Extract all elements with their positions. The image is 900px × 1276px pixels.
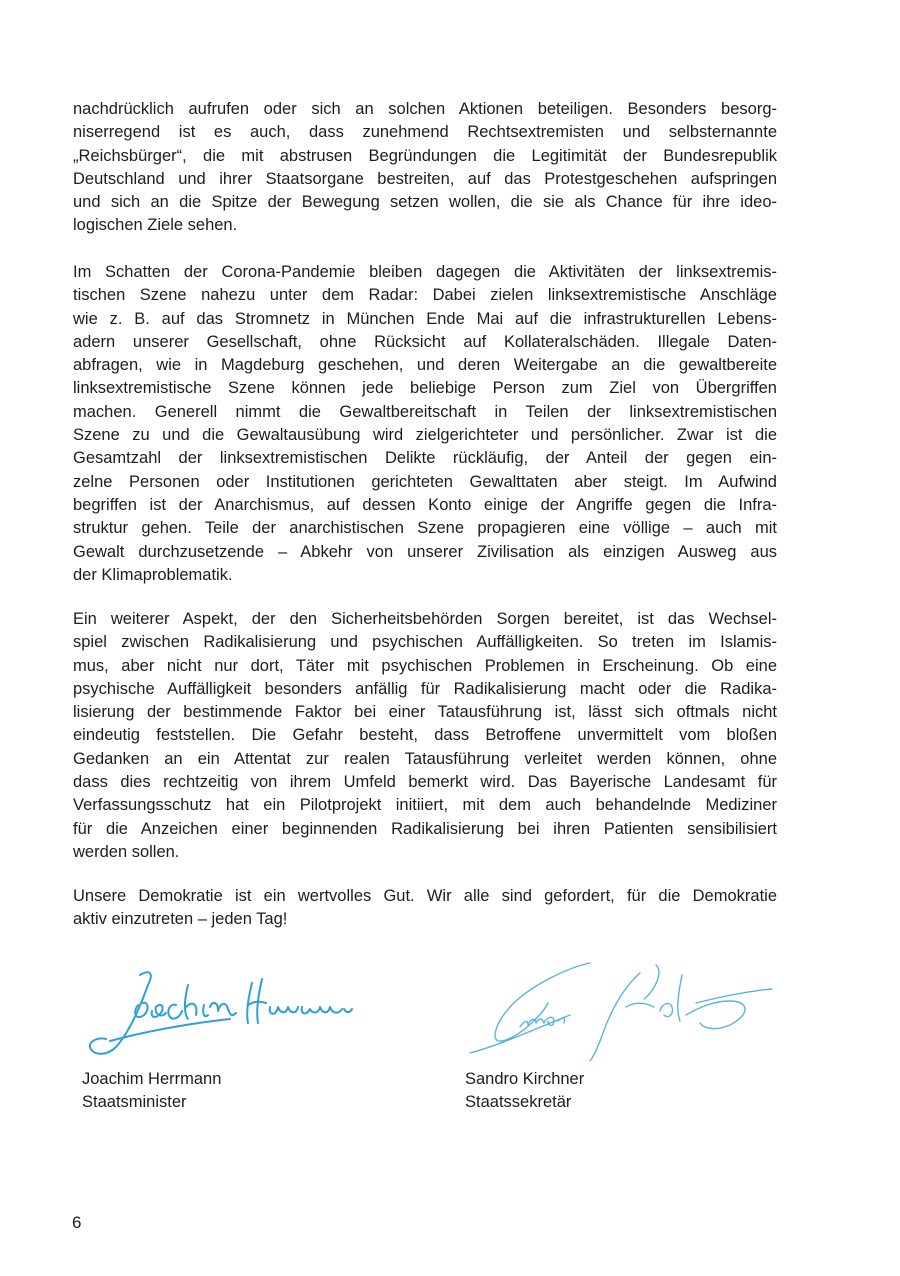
text-line: Im Schatten der Corona-Pandemie bleiben dagegen die Aktivitäten der linksextremis- (73, 263, 777, 281)
text-line: niserregend ist es auch, dass zunehmend Rechtsextremisten und selbsternannte (73, 123, 777, 142)
signatory-name-1: Joachim Herrmann (82, 1070, 222, 1088)
paragraph-3 (73, 608, 777, 864)
text-line: Gesamtzahl der linksextremistischen Delikte rückläufig, der Anteil der gegen ein- (73, 449, 777, 468)
text-line: wie z. B. auf das Stromnetz in München Ende Mai auf die infrastrukturellen Lebens- (73, 309, 777, 328)
text-line: linksextremistische Szene können jede beliebige Person zum Ziel von Übergriffen (73, 379, 777, 398)
text-line: Gewalt durchzusetzende – Abkehr von unserer Zivilisation als einzigen Ausweg aus (73, 542, 777, 561)
text-line: abfragen, wie in Magdeburg geschehen, und deren Weitergabe an die gewaltbereite (73, 356, 777, 375)
signatory-name-2: Sandro Kirchner (465, 1070, 585, 1088)
signature-joachim-herrmann (80, 955, 360, 1065)
text-line: Verfassungsschutz hat ein Pilotprojekt initiiert, mit dem auch behandelnde Mediziner (73, 796, 777, 815)
text-line: machen. Generell nimmt die Gewaltbereitschaft in Teilen der linksextremistischen (73, 402, 777, 421)
text-line: Gedanken an ein Attentat zur realen Tatausführung verleitet werden können, ohne (73, 749, 777, 768)
text-line: tischen Szene nahezu unter dem Radar: Dabei zielen linksextremistische Anschläge (73, 286, 777, 305)
text-line: zelne Personen oder Institutionen gerichteten Gewalttaten aber steigt. Im Aufwind (73, 472, 777, 491)
text-line: „Reichsbürger“, die mit abstrusen Begründungen die Legitimität der Bundesrepublik (73, 146, 777, 165)
text-line: logischen Ziele sehen. (73, 216, 238, 235)
signatory-title-1: Staatsminister (82, 1093, 187, 1111)
page-number: 6 (72, 1213, 82, 1232)
text-line: Unsere Demokratie ist ein wertvolles Gut. Wir alle sind gefordert, für die Demokratie (73, 887, 777, 905)
paragraph-4 (73, 885, 777, 932)
text-line: der Klimaproblematik. (73, 565, 233, 584)
paragraph-1 (73, 98, 777, 238)
text-line: eindeutig feststellen. Die Gefahr besteht, dass Betroffene unvermittelt vom bloßen (73, 726, 777, 745)
text-line: begriffen ist der Anarchismus, auf dessen Konto einige der Angriffe gegen die Infra- (73, 495, 777, 514)
text-line: adern unserer Gesellschaft, ohne Rücksicht auf Kollateralschäden. Illegale Daten- (73, 332, 777, 351)
text-line: lisierung der bestimmende Faktor bei einer Tatausführung ist, lässt sich oftmals nicht (73, 703, 777, 722)
text-line: Ein weiterer Aspekt, der den Sicherheitsbehörden Sorgen bereitet, ist das Wechsel- (73, 610, 777, 628)
text-line: mus, aber nicht nur dort, Täter mit psychischen Problemen in Erscheinung. Ob eine (73, 656, 777, 675)
signatory-title-2: Staatssekretär (465, 1093, 572, 1111)
paragraph-2 (73, 261, 777, 587)
text-line: nachdrücklich aufrufen oder sich an solchen Aktionen beteiligen. Besonders besorg- (73, 100, 777, 118)
text-line: Deutschland und ihrer Staatsorgane bestreiten, auf das Protestgeschehen aufspringen (73, 169, 777, 188)
text-line: dass dies rechtzeitig von ihrem Umfeld bemerkt wird. Das Bayerische Landesamt für (73, 773, 777, 792)
text-line: werden sollen. (73, 842, 180, 861)
text-line: aktiv einzutreten – jeden Tag! (73, 910, 288, 929)
text-line: Szene zu und die Gewaltausübung wird zielgerichteter und persönlicher. Zwar ist die (73, 426, 777, 445)
signature-sandro-kirchner (450, 955, 780, 1065)
text-line: für die Anzeichen einer beginnenden Radikalisierung bei ihren Patienten sensibilisiert (73, 819, 777, 838)
text-line: spiel zwischen Radikalisierung und psychischen Auffälligkeiten. So treten im Islamis- (73, 633, 777, 652)
text-line: struktur gehen. Teile der anarchistischen Szene propagieren eine völlige – auch mit (73, 519, 777, 538)
text-line: und sich an die Spitze der Bewegung setzen wollen, die sie als Chance für ihre ideo- (73, 193, 777, 212)
text-line: psychische Auffälligkeit besonders anfällig für Radikalisierung macht oder die Radika- (73, 679, 777, 698)
